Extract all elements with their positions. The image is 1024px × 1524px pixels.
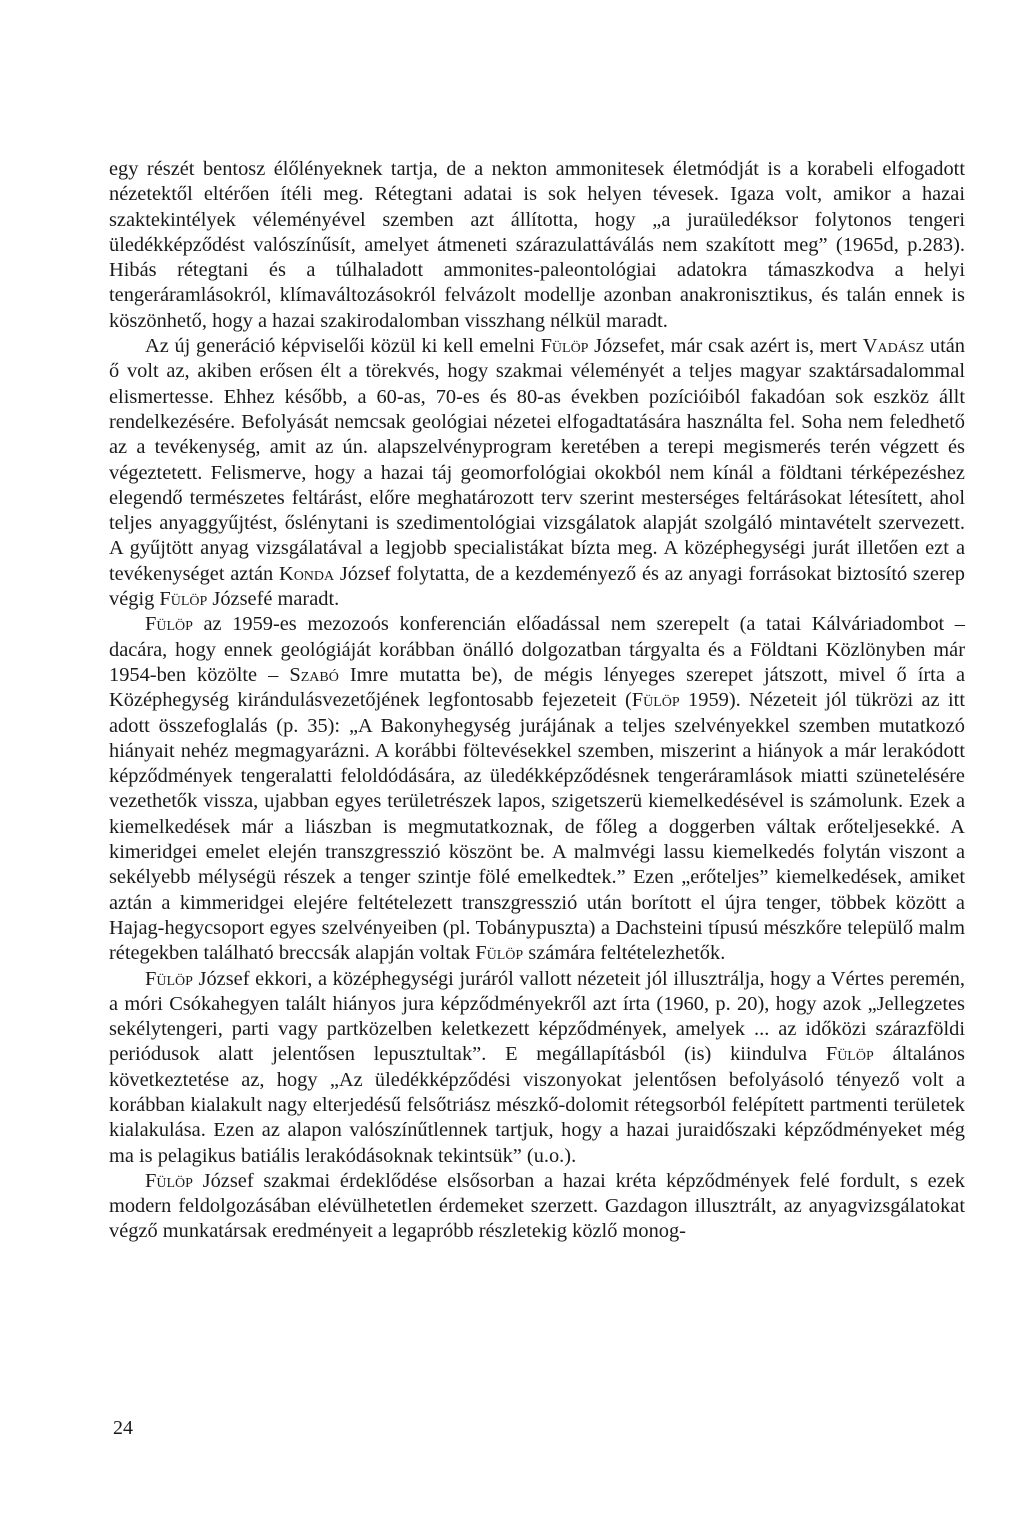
author-name: Fülöp (825, 1043, 874, 1066)
author-name: Szabó (289, 663, 339, 686)
author-name: Fülöp (145, 967, 193, 990)
author-name: Fülöp (475, 942, 524, 965)
text-segment: József ekkori, a középhegységi juráról vallott nézeteit jól illusztrálja, hogy a Vértes peremén, a móri Csókahegyen talált hiányos jura képződményekről azt írta (1960, p. 20), hogy azok „Jellegzetes sekélytengeri, parti vagy partközelben keletkezett képződmények, amelyek ... az időközi szárazföldi periódusok alatt jelentősen lepusztultak”. E megállapításból (is) kiindulva (109, 967, 965, 1066)
text-segment: Józsefet, már csak azért is, mert (588, 335, 863, 358)
text-segment: után ő volt az, akiben erősen élt a törekvés, hogy szakmai véleményét a teljes magyar szaktársadalommal elismertesse. Ehhez később, a 60-as, 70-es és 80-as években pozícióiból fakadóan sok eszköz állt rendelkezésére. Befolyását nemcsak geológiai nézetei elfogadtatására használta fel. Soha nem feledhető az a tevékenység, amit az ún. alapszelvényprogram keretében a terepi megismerés terén végzett és végeztetett. Felismerve, hogy a hazai táj geomorfológiai okokból nem kínál a földtani térképezéshez elegendő természetes feltárást, előre meghatározott terv szerint mesterséges feltárásokat létesített, ahol teljes anyaggyűjtést, őslénytani is szedimentológiai vizsgálatok alapját szolgáló mintavételt szervezett. A gyűjtött anyag vizsgálatával a legjobb specialistákat bízta meg. A középhegységi jurát illetően ezt a tevékenységet aztán (109, 335, 965, 585)
paragraph-5 (109, 1169, 965, 1245)
text-segment: Józsefé maradt. (207, 588, 340, 611)
page-body (109, 157, 965, 1245)
text-segment: az 1959-es mezozoós konferencián előadással nem szerepelt (a tatai Kálváriadombot – dacára, hogy ennek geológiáját korábban önálló dolgozatban tárgyalta és a Földtani Közlönyben már 1954-ben közölte – (109, 613, 965, 686)
author-name: Konda (278, 562, 335, 585)
text-segment: 1959). Nézeteit jól tükrözi az itt adott összefoglalás (p. 35): „A Bakonyhegység jurájának a teljes szelvényekkel szemben mutatkozó hiányait nehéz megmagyarázni. A korábbi föltevésekkel szemben, miszerint a hiányok a már lerakódott képződmények tengeralatti feloldódására, az üledékképződésnek tengeráramlások miatti szünetelésére vezethetők vissza, ujabban egyes területrészek lapos, szigetszerü kiemelkedésével is számolunk. Ezek a kiemelkedések már a liászban is megmutatkoznak, de főleg a doggerben váltak erőteljesekké. A kimeridgei emelet elején transzgresszió köszönt be. A malmvégi lassu kiemelkedés folytán viszont a sekélyebb mélységü részek a tenger szintje fölé emelkedtek.” Ezen „erőteljes” kiemelkedések, amiket aztán a kimmeridgei elejére feltételezett transzgresszió után borított el újra tenger, többek között a Hajag-hegycsoport egyes szelvényeiben (pl. Tobánypuszta) a Dachsteini típusú mészkőre települő malm rétegekben található breccsák alapján voltak (109, 689, 966, 965)
author-name: Fülöp (145, 613, 193, 636)
author-name: Vadász (862, 335, 925, 358)
text-segment: Az új generáció képviselői közül ki kell emelni (145, 335, 541, 358)
text-segment: egy részét bentosz élőlényeknek tartja, de a nekton ammonitesek életmódját is a korabeli elfogadott nézetektől eltérően ítéli meg. Rétegtani adatai is sok helyen tévesek. Igaza volt, amikor a hazai szaktekintélyek véleményével szemben azt állította, hogy „a juraüledéksor folytonos tengeri üledékképződést valószínűsít, amelyet átmeneti szárazulattáválás nem szakított meg” (1965d, p.283). Hibás rétegtani és a túlhaladott ammonites-paleontológiai adatokra támaszkodva a helyi tengeráramlásokról, klímaváltozásokról felvázolt modellje azonban anakronisztikus, és talán ennek is köszönhető, hogy a hazai szakirodalomban visszhang nélkül maradt. (109, 158, 965, 332)
text-segment: József szakmai érdeklődése elsősorban a hazai kréta képződmények felé fordult, s ezek modern feldolgozásában elévülhetetlen érdemeket szerzett. Gazdagon illusztrált, az anyagvizsgálatokat végző munkatársak eredményeit a legapróbb részletekig közlő monog- (109, 1169, 965, 1243)
paragraph-1 (109, 157, 965, 334)
page-number: 24 (113, 1417, 133, 1439)
author-name: Fülöp (159, 588, 208, 611)
text-segment: általános következtetése az, hogy „Az üledékképződési viszonyokat jelentősen befolyásoló tényező volt a korábban kialakult nagy elterjedésű felsőtriász mészkő-dolomit rétegsorból felépített partmenti területek kialakulása. Ezen az alapon valószínűtlennek tartjuk, hogy a hazai juraidőszaki képződményeket még ma is pelagikus batiális lerakódásoknak tekintsük” (u.o.). (109, 1043, 965, 1167)
author-name: Fülöp (145, 1169, 193, 1192)
paragraph-3 (109, 612, 965, 966)
author-name: Fülöp (540, 335, 589, 358)
text-segment: számára feltételezhetők. (523, 942, 726, 965)
paragraph-2 (109, 334, 965, 612)
author-name: Fülöp (631, 689, 680, 712)
text-segment: Imre mutatta be), de mégis lényeges szerepet játszott, mivel ő írta a Középhegység kirándulásvezetőjének legfontosabb fejezeteit ( (109, 663, 965, 712)
text-segment: József folytatta, de a kezdeményező és az anyagi forrásokat biztosító szerep végig (109, 562, 966, 611)
paragraph-4 (109, 967, 965, 1169)
